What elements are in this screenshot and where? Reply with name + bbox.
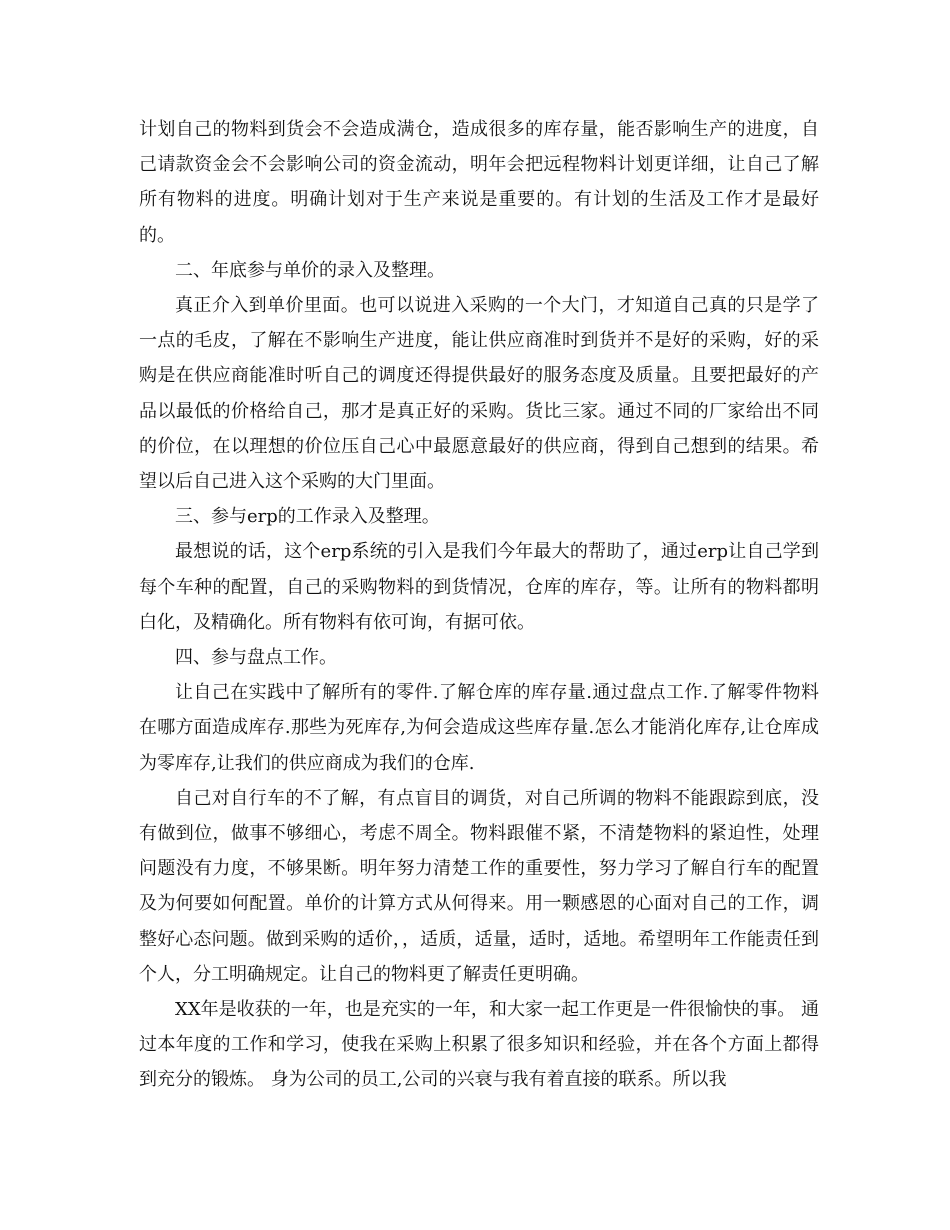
paragraph-erp: 最想说的话，这个erp系统的引入是我们今年最大的帮助了，通过erp让自己学到每个车种的配置，自己的采购物料的到货情况，仓库的库存，等。让所有的物料都明白化，及精确化。所有物料有依可询，有据可依。 [139, 541, 819, 633]
document-body [139, 112, 819, 1098]
paragraph-inventory: 让自己在实践中了解所有的零件.了解仓库的库存量.通过盘点工作.了解零件物料在哪方面造成库存.那些为死库存,为何会造成这些库存量.怎么才能消化库存,让仓库成为零库存,让我们的供应商成为我们的仓库. [139, 682, 819, 774]
section-heading-3: 三、参与erp的工作录入及整理。 [175, 506, 440, 528]
section-heading-2: 二、年底参与单价的录入及整理。 [175, 259, 445, 281]
paragraph-unit-price: 真正介入到单价里面。也可以说进入采购的一个大门，才知道自己真的只是学了一点的毛皮，了解在不影响生产进度，能让供应商准时到货并不是好的采购，好的采购是在供应商能准时听自己的调度还得提供最好的服务态度及质量。且要把最好的产品以最低的价格给自己，那才是真正好的采购。货比三家。通过不同的厂家给出不同的价位，在以理想的价位压自己心中最愿意最好的供应商，得到自己想到的结果。希望以后自己进入这个采购的大门里面。 [139, 295, 819, 493]
paragraph-summary: XX年是收获的一年，也是充实的一年，和大家一起工作更是一件很愉快的事。 通过本年度的工作和学习，使我在采购上积累了很多知识和经验，并在各个方面上都得到充分的锻炼。 身为公司的员工,公司的兴衰与我有着直接的联系。所以我 [139, 999, 819, 1091]
paragraph-self-review: 自己对自行车的不了解，有点盲目的调货，对自己所调的物料不能跟踪到底，没有做到位，做事不够细心，考虑不周全。物料跟催不紧，不清楚物料的紧迫性，处理问题没有力度，不够果断。明年努力清楚工作的重要性，努力学习了解自行车的配置及为何要如何配置。单价的计算方式从何得来。用一颗感恩的心面对自己的工作，调整好心态问题。做到采购的适价，，适质，适量，适时，适地。希望明年工作能责任到个人，分工明确规定。让自己的物料更了解责任更明确。 [139, 787, 819, 985]
paragraph-continued: 计划自己的物料到货会不会造成满仓，造成很多的库存量，能否影响生产的进度，自己请款资金会不会影响公司的资金流动，明年会把远程物料计划更详细，让自己了解所有物料的进度。明确计划对于生产来说是重要的。有计划的生活及工作才是最好的。 [139, 119, 819, 246]
section-heading-4: 四、参与盘点工作。 [175, 647, 337, 669]
